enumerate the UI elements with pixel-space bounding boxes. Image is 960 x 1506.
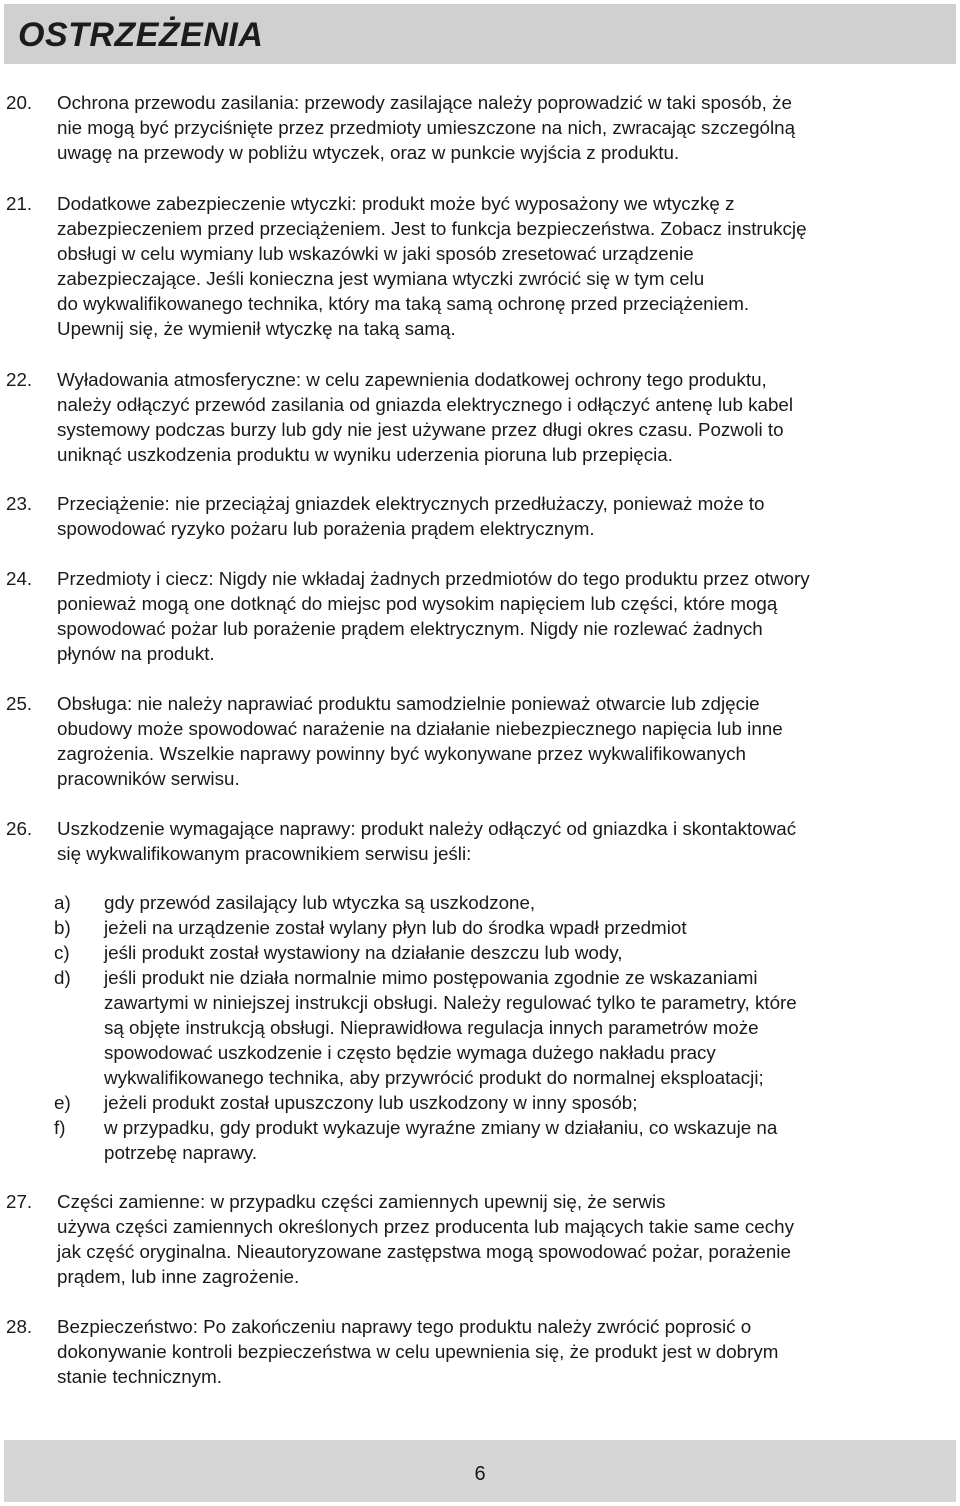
text-line: są objęte instrukcją obsługi. Nieprawidłowa regulacja innych parametrów może xyxy=(104,1017,759,1038)
page-title: OSTRZEŻENIA xyxy=(18,16,264,54)
text-line: obudowy może spowodować narażenie na działanie niebezpiecznego napięcia lub inne xyxy=(57,718,783,739)
text-line: prądem, lub inne zagrożenie. xyxy=(57,1266,300,1287)
item-number: 24. xyxy=(6,568,33,589)
item-number: 22. xyxy=(6,369,33,390)
text-line: płynów na produkt. xyxy=(57,643,215,664)
text-line: jeśli produkt nie działa normalnie mimo postępowania zgodnie ze wskazaniami xyxy=(104,967,758,988)
sub-item-text xyxy=(104,1090,946,1115)
text-line: gdy przewód zasilający lub wtyczka są uszkodzone, xyxy=(104,892,536,913)
text-line: zabezpieczające. Jeśli konieczna jest wymiana wtyczki zwrócić się w tym celu xyxy=(57,268,705,289)
sub-item-text xyxy=(104,940,946,965)
item-text xyxy=(57,1314,946,1389)
text-line: potrzebę naprawy. xyxy=(104,1142,258,1163)
text-line: jeżeli produkt został upuszczony lub uszkodzony w inny sposób; xyxy=(104,1092,638,1113)
item-text xyxy=(57,1189,946,1289)
text-line: Uszkodzenie wymagające naprawy: produkt należy odłączyć od gniazdka i skontaktować xyxy=(57,818,797,839)
sub-item-letter: b) xyxy=(54,917,71,938)
text-line: jeśli produkt został wystawiony na działanie deszczu lub wody, xyxy=(104,942,623,963)
page-number: 6 xyxy=(474,1463,486,1485)
text-line: Upewnij się, że wymienił wtyczkę na taką samą. xyxy=(57,318,456,339)
text-line: do wykwalifikowanego technika, który ma taką samą ochronę przed przeciążeniem. xyxy=(57,293,750,314)
item-text xyxy=(57,90,946,165)
text-line: uniknąć uszkodzenia produktu w wyniku uderzenia pioruna lub przepięcia. xyxy=(57,444,673,465)
text-line: systemowy podczas burzy lub gdy nie jest używane przez długi okres czasu. Pozwoli to xyxy=(57,419,784,440)
text-line: w przypadku, gdy produkt wykazuje wyraźne zmiany w działaniu, co wskazuje na xyxy=(104,1117,778,1138)
sub-item-letter: d) xyxy=(54,967,71,988)
item-number: 25. xyxy=(6,693,33,714)
text-line: obsługi w celu wymiany lub wskazówki w jaki sposób zresetować urządzenie xyxy=(57,243,694,264)
text-line: uwagę na przewody w pobliżu wtyczek, oraz w punkcie wyjścia z produktu. xyxy=(57,142,680,163)
text-line: zabezpieczeniem przed przeciążeniem. Jest to funkcja bezpieczeństwa. Zobacz instrukcję xyxy=(57,218,807,239)
item-text xyxy=(57,691,946,791)
text-line: należy odłączyć przewód zasilania od gniazda elektrycznego i odłączyć antenę lub kabel xyxy=(57,394,794,415)
sub-item-text xyxy=(104,965,946,1090)
item-text xyxy=(57,566,946,666)
sub-item-text xyxy=(104,1115,946,1165)
sub-item-letter: e) xyxy=(54,1092,71,1113)
text-line: jak część oryginalna. Nieautoryzowane zastępstwa mogą spowodować pożar, porażenie xyxy=(57,1241,791,1262)
sub-item-letter: a) xyxy=(54,892,71,913)
item-number: 27. xyxy=(6,1191,33,1212)
text-line: Części zamienne: w przypadku części zamiennych upewnij się, że serwis xyxy=(57,1191,666,1212)
item-number: 21. xyxy=(6,193,33,214)
text-line: Ochrona przewodu zasilania: przewody zasilające należy poprowadzić w taki sposób, że xyxy=(57,92,792,113)
text-line: Dodatkowe zabezpieczenie wtyczki: produkt może być wyposażony we wtyczkę z xyxy=(57,193,735,214)
item-text xyxy=(57,491,946,541)
sub-item-letter: f) xyxy=(54,1117,66,1138)
text-line: pracowników serwisu. xyxy=(57,768,240,789)
item-number: 20. xyxy=(6,92,33,113)
sub-item-text xyxy=(104,890,946,915)
text-line: Obsługa: nie należy naprawiać produktu samodzielnie ponieważ otwarcie lub zdjęcie xyxy=(57,693,760,714)
text-line: zagrożenia. Wszelkie naprawy powinny być wykonywane przez wykwalifikowanych xyxy=(57,743,746,764)
item-text xyxy=(57,367,946,467)
text-line: spowodować uszkodzenie i często będzie wymaga dużego nakładu pracy xyxy=(104,1042,716,1063)
text-line: Bezpieczeństwo: Po zakończeniu naprawy tego produktu należy zwrócić poprosić o xyxy=(57,1316,752,1337)
item-number: 28. xyxy=(6,1316,33,1337)
text-line: używa części zamiennych określonych przez producenta lub mających takie same cechy xyxy=(57,1216,794,1237)
text-line: ponieważ mogą one dotknąć do miejsc pod wysokim napięciem lub części, które mogą xyxy=(57,593,778,614)
item-number: 23. xyxy=(6,493,33,514)
text-line: Wyładowania atmosferyczne: w celu zapewnienia dodatkowej ochrony tego produktu, xyxy=(57,369,767,390)
footer-bar xyxy=(4,1440,956,1502)
text-line: Przeciążenie: nie przeciążaj gniazdek elektrycznych przedłużaczy, ponieważ może to xyxy=(57,493,765,514)
text-line: Przedmioty i ciecz: Nigdy nie wkładaj żadnych przedmiotów do tego produktu przez otwory xyxy=(57,568,810,589)
text-line: jeżeli na urządzenie został wylany płyn lub do środka wpadł przedmiot xyxy=(104,917,687,938)
sub-item-text xyxy=(104,915,946,940)
text-line: nie mogą być przyciśnięte przez przedmioty umieszczone na nich, zwracając szczególną xyxy=(57,117,796,138)
text-line: zawartymi w niniejszej instrukcji obsługi. Należy regulować tylko te parametry, które xyxy=(104,992,797,1013)
text-line: wykwalifikowanego technika, aby przywrócić produkt do normalnej eksploatacji; xyxy=(104,1067,764,1088)
text-line: spowodować pożar lub porażenie prądem elektrycznym. Nigdy nie rozlewać żadnych xyxy=(57,618,763,639)
item-number: 26. xyxy=(6,818,33,839)
text-line: spowodować ryzyko pożaru lub porażenia prądem elektrycznym. xyxy=(57,518,595,539)
item-text xyxy=(57,816,946,866)
sub-item-letter: c) xyxy=(54,942,70,963)
text-line: dokonywanie kontroli bezpieczeństwa w celu upewnienia się, że produkt jest w dobrym xyxy=(57,1341,779,1362)
item-text xyxy=(57,191,946,341)
header-bar xyxy=(4,4,956,64)
text-line: stanie technicznym. xyxy=(57,1366,222,1387)
text-line: się wykwalifikowanym pracownikiem serwisu jeśli: xyxy=(57,843,472,864)
